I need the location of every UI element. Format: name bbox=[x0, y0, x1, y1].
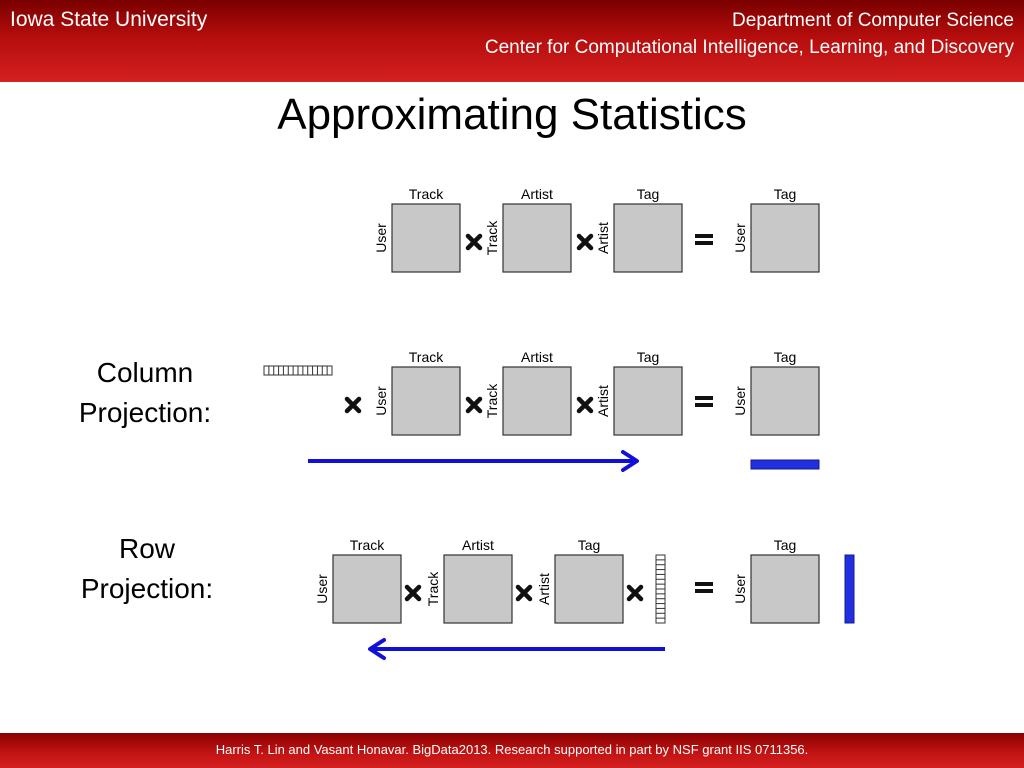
multiply-icon bbox=[468, 399, 480, 411]
matrix-user-tag-column-label: Tag bbox=[773, 537, 797, 553]
matrix-user-tag-column-label: Tag bbox=[773, 186, 797, 202]
multiply-icon bbox=[629, 587, 641, 599]
matrix-user-tag bbox=[751, 555, 819, 623]
matrix-user-track bbox=[333, 555, 401, 623]
matrix-user-tag-row-label: User bbox=[732, 223, 748, 253]
matrix-user-track-column-label: Track bbox=[408, 349, 444, 365]
multiply-icon bbox=[347, 399, 359, 411]
matrix-track-artist-column-label: Artist bbox=[521, 349, 553, 365]
equals-icon-bottom bbox=[695, 589, 713, 593]
matrix-track-artist-column-label: Artist bbox=[462, 537, 494, 553]
matrix-artist-tag bbox=[614, 367, 682, 435]
matrix-track-artist-column-label: Artist bbox=[521, 186, 553, 202]
matrix-track-artist bbox=[503, 204, 571, 272]
department-name: Department of Computer Science bbox=[732, 10, 1014, 31]
multiply-icon bbox=[407, 587, 419, 599]
multiply-icon bbox=[518, 587, 530, 599]
column-projection-line2: Projection: bbox=[78, 397, 212, 428]
matrix-artist-tag bbox=[614, 204, 682, 272]
matrix-user-track-column-label: Track bbox=[349, 537, 385, 553]
matrix-user-tag-column-label: Tag bbox=[773, 349, 797, 365]
matrix-user-tag-row-label: User bbox=[732, 574, 748, 604]
matrix-track-artist-row-label: Track bbox=[484, 220, 500, 256]
equals-icon-top bbox=[695, 396, 713, 400]
matrix-artist-tag bbox=[555, 555, 623, 623]
matrix-user-track-row-label: User bbox=[314, 574, 330, 604]
matrix-user-tag bbox=[751, 204, 819, 272]
matrix-artist-tag-column-label: Tag bbox=[636, 349, 660, 365]
equals-icon-top bbox=[695, 582, 713, 586]
row-projection-line1: Row bbox=[118, 533, 175, 564]
matrix-track-artist bbox=[444, 555, 512, 623]
matrix-artist-tag-row-label: Artist bbox=[595, 385, 611, 417]
matrix-user-track bbox=[392, 204, 460, 272]
matrix-user-track-row-label: User bbox=[373, 386, 389, 416]
university-name: Iowa State University bbox=[10, 8, 208, 31]
equals-icon-bottom bbox=[695, 241, 713, 245]
matrix-artist-tag-column-label: Tag bbox=[636, 186, 660, 202]
matrix-user-track-column-label: Track bbox=[408, 186, 444, 202]
equals-icon-top bbox=[695, 234, 713, 238]
column-result-bar bbox=[751, 460, 819, 469]
multiply-icon bbox=[579, 236, 591, 248]
matrix-track-artist-row-label: Track bbox=[425, 571, 441, 607]
multiply-icon bbox=[579, 399, 591, 411]
matrix-track-artist-row-label: Track bbox=[484, 383, 500, 419]
footer-banner bbox=[0, 733, 1024, 768]
matrix-user-track bbox=[392, 367, 460, 435]
matrix-user-tag-row-label: User bbox=[732, 386, 748, 416]
column-projection-line1: Column bbox=[96, 357, 194, 388]
matrix-user-tag bbox=[751, 367, 819, 435]
matrix-track-artist bbox=[503, 367, 571, 435]
equals-icon-bottom bbox=[695, 403, 713, 407]
matrix-artist-tag-row-label: Artist bbox=[536, 573, 552, 605]
row-projection-line2: Projection: bbox=[80, 573, 214, 604]
row-result-bar bbox=[845, 555, 854, 623]
footer-credits: Harris T. Lin and Vasant Honavar. BigData2013. Research supported in part by NSF grant IIS 0711356. bbox=[215, 742, 809, 757]
matrix-artist-tag-row-label: Artist bbox=[595, 222, 611, 254]
slide-title: Approximating Statistics bbox=[277, 90, 747, 139]
multiply-icon bbox=[468, 236, 480, 248]
matrix-artist-tag-column-label: Tag bbox=[577, 537, 601, 553]
center-name: Center for Computational Intelligence, Learning, and Discovery bbox=[484, 37, 1014, 58]
matrix-user-track-row-label: User bbox=[373, 223, 389, 253]
